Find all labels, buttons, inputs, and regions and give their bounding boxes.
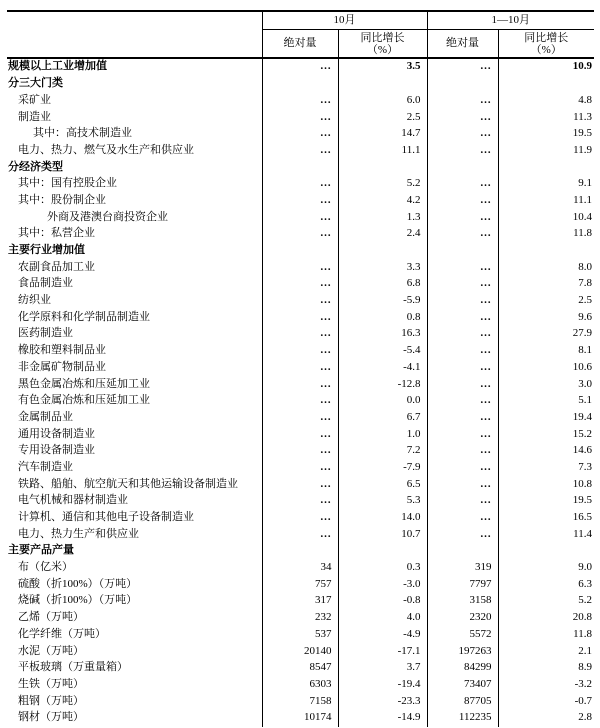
row-label: 其中：股份制企业 — [18, 193, 106, 206]
cell-absolute-oct: … — [262, 376, 338, 393]
cell-yoy-oct — [338, 159, 427, 176]
cell-absolute-ytd: … — [427, 343, 498, 360]
table-row — [7, 510, 594, 527]
cell-absolute-oct: 6303 — [262, 676, 338, 693]
cell-yoy-ytd: 8.9 — [498, 660, 594, 677]
table-row — [7, 493, 594, 510]
table-row — [7, 409, 594, 426]
table-row — [7, 142, 594, 159]
cell-yoy-ytd: 2.8 — [498, 710, 594, 727]
table-row — [7, 376, 594, 393]
cell-yoy-oct: 16.3 — [338, 326, 427, 343]
cell-yoy-ytd: 14.6 — [498, 443, 594, 460]
cell-yoy-ytd: 16.5 — [498, 510, 594, 527]
row-label: 布（亿米） — [18, 561, 73, 574]
table-row — [7, 259, 594, 276]
row-label: 电力、热力、燃气及水生产和供应业 — [18, 143, 194, 156]
row-label: 食品制造业 — [18, 277, 73, 290]
cell-yoy-ytd: 5.1 — [498, 393, 594, 410]
cell-absolute-ytd: … — [427, 309, 498, 326]
table-row — [7, 626, 594, 643]
cell-absolute-oct: … — [262, 226, 338, 243]
table-row — [7, 109, 594, 126]
cell-yoy-ytd: 10.8 — [498, 476, 594, 493]
row-label: 有色金属冶炼和压延加工业 — [18, 394, 150, 407]
table-row — [7, 676, 594, 693]
industrial-statistics-table — [7, 10, 594, 727]
row-label: 分三大门类 — [8, 77, 63, 90]
cell-yoy-oct: 0.0 — [338, 393, 427, 410]
cell-absolute-oct — [262, 243, 338, 260]
cell-absolute-oct: 757 — [262, 576, 338, 593]
table-row — [7, 576, 594, 593]
row-label: 其中：私营企业 — [18, 227, 95, 240]
cell-absolute-ytd: … — [427, 92, 498, 109]
cell-absolute-ytd: … — [427, 510, 498, 527]
cell-absolute-oct: 8547 — [262, 660, 338, 677]
cell-absolute-oct: … — [262, 209, 338, 226]
row-label: 粗钢（万吨） — [18, 694, 84, 707]
cell-yoy-ytd: -0.7 — [498, 693, 594, 710]
table-row — [7, 560, 594, 577]
cell-absolute-oct — [262, 543, 338, 560]
row-label: 乙烯（万吨） — [18, 611, 84, 624]
cell-absolute-ytd: … — [427, 259, 498, 276]
row-label: 制造业 — [18, 110, 51, 123]
cell-absolute-ytd: … — [427, 176, 498, 193]
table-row — [7, 710, 594, 727]
cell-yoy-ytd: 9.0 — [498, 560, 594, 577]
cell-absolute-ytd: … — [427, 393, 498, 410]
cell-absolute-ytd: … — [427, 226, 498, 243]
cell-yoy-oct: -3.0 — [338, 576, 427, 593]
table-row — [7, 243, 594, 260]
table-row — [7, 92, 594, 109]
row-label: 分经济类型 — [8, 160, 63, 173]
cell-yoy-ytd: 10.6 — [498, 359, 594, 376]
cell-yoy-oct: 6.7 — [338, 409, 427, 426]
cell-yoy-ytd: 7.8 — [498, 276, 594, 293]
cell-yoy-oct: 2.4 — [338, 226, 427, 243]
cell-absolute-ytd — [427, 243, 498, 260]
cell-yoy-ytd — [498, 159, 594, 176]
cell-yoy-oct: 10.7 — [338, 526, 427, 543]
cell-yoy-ytd: 20.8 — [498, 610, 594, 627]
cell-absolute-oct: … — [262, 326, 338, 343]
cell-yoy-ytd: 19.5 — [498, 493, 594, 510]
table-row — [7, 476, 594, 493]
cell-absolute-oct: … — [262, 476, 338, 493]
cell-absolute-ytd: … — [427, 126, 498, 143]
cell-absolute-oct: … — [262, 92, 338, 109]
cell-absolute-ytd: 319 — [427, 560, 498, 577]
cell-absolute-oct: … — [262, 309, 338, 326]
cell-absolute-oct: … — [262, 58, 338, 76]
cell-absolute-ytd: … — [427, 359, 498, 376]
cell-yoy-ytd: 6.3 — [498, 576, 594, 593]
cell-yoy-ytd — [498, 543, 594, 560]
table-row — [7, 610, 594, 627]
row-label: 电力、热力生产和供应业 — [18, 527, 139, 540]
cell-absolute-oct: 20140 — [262, 643, 338, 660]
cell-yoy-ytd: 9.6 — [498, 309, 594, 326]
cell-yoy-oct: 6.8 — [338, 276, 427, 293]
yoy-percent-label: （%） — [530, 43, 562, 56]
cell-yoy-oct: 5.3 — [338, 493, 427, 510]
cell-absolute-ytd: 7797 — [427, 576, 498, 593]
cell-yoy-ytd: -3.2 — [498, 676, 594, 693]
cell-yoy-ytd: 10.9 — [498, 58, 594, 76]
cell-absolute-oct — [262, 76, 338, 93]
row-label: 主要产品产量 — [8, 544, 74, 557]
cell-absolute-ytd: … — [427, 293, 498, 310]
cell-yoy-ytd: 7.3 — [498, 460, 594, 477]
cell-absolute-ytd: … — [427, 276, 498, 293]
cell-yoy-ytd: 27.9 — [498, 326, 594, 343]
cell-absolute-oct: … — [262, 176, 338, 193]
table-row — [7, 193, 594, 210]
cell-yoy-ytd: 15.2 — [498, 426, 594, 443]
row-label: 其中：国有控股企业 — [18, 177, 117, 190]
header-absolute-oct: 绝对量 — [262, 30, 338, 59]
cell-absolute-oct — [262, 159, 338, 176]
row-label: 医药制造业 — [18, 327, 73, 340]
cell-absolute-oct: … — [262, 276, 338, 293]
row-label: 汽车制造业 — [18, 460, 73, 473]
cell-yoy-oct: 3.3 — [338, 259, 427, 276]
row-label: 水泥（万吨） — [18, 644, 84, 657]
cell-yoy-ytd: 2.1 — [498, 643, 594, 660]
cell-yoy-oct: 3.5 — [338, 58, 427, 76]
cell-yoy-oct: -4.1 — [338, 359, 427, 376]
table-row — [7, 643, 594, 660]
cell-absolute-oct: … — [262, 460, 338, 477]
cell-yoy-oct: -17.1 — [338, 643, 427, 660]
cell-absolute-ytd: … — [427, 493, 498, 510]
row-label: 纺织业 — [18, 294, 51, 307]
cell-yoy-oct: -4.9 — [338, 626, 427, 643]
cell-absolute-ytd: … — [427, 426, 498, 443]
cell-yoy-oct: 0.8 — [338, 309, 427, 326]
cell-absolute-ytd — [427, 76, 498, 93]
cell-yoy-oct: -5.4 — [338, 343, 427, 360]
cell-yoy-oct: 6.5 — [338, 476, 427, 493]
row-label: 化学原料和化学制品制造业 — [18, 310, 150, 323]
cell-absolute-oct: … — [262, 510, 338, 527]
cell-absolute-oct: … — [262, 259, 338, 276]
cell-yoy-oct: -5.9 — [338, 293, 427, 310]
cell-absolute-oct: … — [262, 493, 338, 510]
cell-absolute-ytd: … — [427, 326, 498, 343]
cell-absolute-ytd: 3158 — [427, 593, 498, 610]
row-label: 电气机械和器材制造业 — [18, 494, 128, 507]
row-label: 铁路、船舶、航空航天和其他运输设备制造业 — [18, 477, 238, 490]
cell-yoy-ytd: 9.1 — [498, 176, 594, 193]
cell-yoy-ytd: 11.4 — [498, 526, 594, 543]
row-label: 黑色金属冶炼和压延加工业 — [18, 377, 150, 390]
cell-absolute-oct: 34 — [262, 560, 338, 577]
cell-absolute-ytd: … — [427, 476, 498, 493]
cell-yoy-oct: 6.0 — [338, 92, 427, 109]
cell-yoy-oct: -12.8 — [338, 376, 427, 393]
table-row — [7, 159, 594, 176]
header-yoy-ytd — [498, 30, 594, 59]
cell-absolute-oct: … — [262, 126, 338, 143]
cell-yoy-oct: 4.2 — [338, 193, 427, 210]
cell-yoy-oct — [338, 243, 427, 260]
cell-yoy-oct: 4.0 — [338, 610, 427, 627]
row-label: 金属制品业 — [18, 410, 73, 423]
yoy-label: 同比增长 — [360, 31, 405, 44]
cell-yoy-oct: -19.4 — [338, 676, 427, 693]
row-label: 非金属矿物制品业 — [18, 360, 106, 373]
cell-absolute-ytd: … — [427, 409, 498, 426]
table-row — [7, 693, 594, 710]
row-label: 采矿业 — [18, 93, 51, 106]
cell-absolute-oct: … — [262, 526, 338, 543]
cell-absolute-ytd: 112235 — [427, 710, 498, 727]
header-october: 10月 — [262, 11, 427, 30]
stub-header-cell — [7, 11, 262, 58]
table-row — [7, 309, 594, 326]
table-row — [7, 226, 594, 243]
cell-absolute-ytd: 84299 — [427, 660, 498, 677]
cell-absolute-ytd: … — [427, 209, 498, 226]
cell-yoy-oct: -0.8 — [338, 593, 427, 610]
yoy-label: 同比增长 — [524, 31, 569, 44]
cell-absolute-ytd: 5572 — [427, 626, 498, 643]
cell-yoy-oct: 11.1 — [338, 142, 427, 159]
cell-absolute-oct: 537 — [262, 626, 338, 643]
cell-yoy-oct: 1.0 — [338, 426, 427, 443]
cell-absolute-oct: … — [262, 193, 338, 210]
cell-yoy-ytd: 11.8 — [498, 226, 594, 243]
table-body — [7, 58, 594, 727]
cell-yoy-oct: -14.9 — [338, 710, 427, 727]
cell-yoy-oct — [338, 543, 427, 560]
cell-yoy-oct: 2.5 — [338, 109, 427, 126]
cell-absolute-oct: … — [262, 359, 338, 376]
table-row — [7, 359, 594, 376]
cell-yoy-ytd: 5.2 — [498, 593, 594, 610]
cell-yoy-oct: 3.7 — [338, 660, 427, 677]
table-row — [7, 526, 594, 543]
table-row — [7, 126, 594, 143]
cell-yoy-ytd: 4.8 — [498, 92, 594, 109]
row-label: 平板玻璃（万重量箱） — [18, 661, 128, 674]
cell-absolute-ytd: 73407 — [427, 676, 498, 693]
cell-yoy-oct: 1.3 — [338, 209, 427, 226]
cell-absolute-oct: 232 — [262, 610, 338, 627]
cell-absolute-ytd: … — [427, 58, 498, 76]
row-label: 规模以上工业增加值 — [8, 60, 107, 73]
cell-absolute-ytd: 197263 — [427, 643, 498, 660]
table-row — [7, 76, 594, 93]
cell-yoy-ytd: 11.1 — [498, 193, 594, 210]
cell-yoy-ytd: 10.4 — [498, 209, 594, 226]
header-absolute-ytd: 绝对量 — [427, 30, 498, 59]
row-label: 化学纤维（万吨） — [18, 627, 106, 640]
cell-yoy-ytd — [498, 243, 594, 260]
table-row — [7, 660, 594, 677]
cell-yoy-ytd: 8.1 — [498, 343, 594, 360]
cell-absolute-ytd: … — [427, 526, 498, 543]
row-label: 钢材（万吨） — [18, 711, 84, 724]
cell-yoy-ytd — [498, 76, 594, 93]
cell-absolute-ytd: 2320 — [427, 610, 498, 627]
cell-absolute-oct: 317 — [262, 593, 338, 610]
cell-absolute-oct: … — [262, 426, 338, 443]
cell-absolute-oct: 7158 — [262, 693, 338, 710]
header-month-row — [7, 11, 594, 30]
cell-absolute-oct: … — [262, 393, 338, 410]
header-yoy-oct — [338, 30, 427, 59]
table-header — [7, 11, 594, 58]
cell-yoy-ytd: 11.9 — [498, 142, 594, 159]
cell-yoy-oct — [338, 76, 427, 93]
table-row — [7, 176, 594, 193]
row-label: 硫酸（折100%）（万吨） — [18, 577, 138, 590]
cell-yoy-ytd: 11.8 — [498, 626, 594, 643]
row-label: 其中：高技术制造业 — [33, 127, 132, 140]
row-label: 外商及港澳台商投资企业 — [47, 210, 168, 223]
cell-absolute-ytd: … — [427, 142, 498, 159]
cell-absolute-ytd: … — [427, 376, 498, 393]
yoy-percent-label: （%） — [366, 43, 399, 56]
cell-yoy-ytd: 2.5 — [498, 293, 594, 310]
row-label: 通用设备制造业 — [18, 427, 95, 440]
cell-absolute-oct: … — [262, 409, 338, 426]
cell-yoy-ytd: 8.0 — [498, 259, 594, 276]
cell-absolute-ytd: … — [427, 460, 498, 477]
cell-yoy-oct: -7.9 — [338, 460, 427, 477]
row-label: 烧碱（折100%）（万吨） — [18, 594, 138, 607]
row-label: 计算机、通信和其他电子设备制造业 — [18, 511, 194, 524]
row-label: 专用设备制造业 — [18, 444, 95, 457]
cell-yoy-oct: 14.0 — [338, 510, 427, 527]
cell-yoy-ytd: 11.3 — [498, 109, 594, 126]
table-row — [7, 58, 594, 76]
cell-absolute-ytd: … — [427, 109, 498, 126]
cell-yoy-oct: 14.7 — [338, 126, 427, 143]
cell-absolute-oct: … — [262, 293, 338, 310]
row-label: 农副食品加工业 — [18, 260, 95, 273]
cell-yoy-oct: 0.3 — [338, 560, 427, 577]
table-row — [7, 543, 594, 560]
cell-yoy-ytd: 19.4 — [498, 409, 594, 426]
cell-absolute-oct: … — [262, 443, 338, 460]
cell-absolute-oct: … — [262, 109, 338, 126]
table-row — [7, 343, 594, 360]
table-row — [7, 293, 594, 310]
cell-absolute-ytd: … — [427, 193, 498, 210]
row-label: 橡胶和塑料制品业 — [18, 344, 106, 357]
table-row — [7, 276, 594, 293]
table-row — [7, 443, 594, 460]
table-row — [7, 460, 594, 477]
cell-absolute-oct: … — [262, 343, 338, 360]
cell-absolute-ytd — [427, 159, 498, 176]
cell-absolute-ytd: 87705 — [427, 693, 498, 710]
cell-yoy-oct: 5.2 — [338, 176, 427, 193]
cell-yoy-ytd: 3.0 — [498, 376, 594, 393]
cell-yoy-oct: -23.3 — [338, 693, 427, 710]
row-label: 生铁（万吨） — [18, 677, 84, 690]
table-row — [7, 393, 594, 410]
cell-absolute-ytd — [427, 543, 498, 560]
cell-absolute-oct: … — [262, 142, 338, 159]
table-row — [7, 209, 594, 226]
cell-absolute-oct: 10174 — [262, 710, 338, 727]
table-row — [7, 326, 594, 343]
header-jan-to-oct: 1—10月 — [427, 11, 594, 30]
table-row — [7, 426, 594, 443]
row-label: 主要行业增加值 — [8, 244, 85, 257]
cell-yoy-ytd: 19.5 — [498, 126, 594, 143]
cell-yoy-oct: 7.2 — [338, 443, 427, 460]
cell-absolute-ytd: … — [427, 443, 498, 460]
table-row — [7, 593, 594, 610]
